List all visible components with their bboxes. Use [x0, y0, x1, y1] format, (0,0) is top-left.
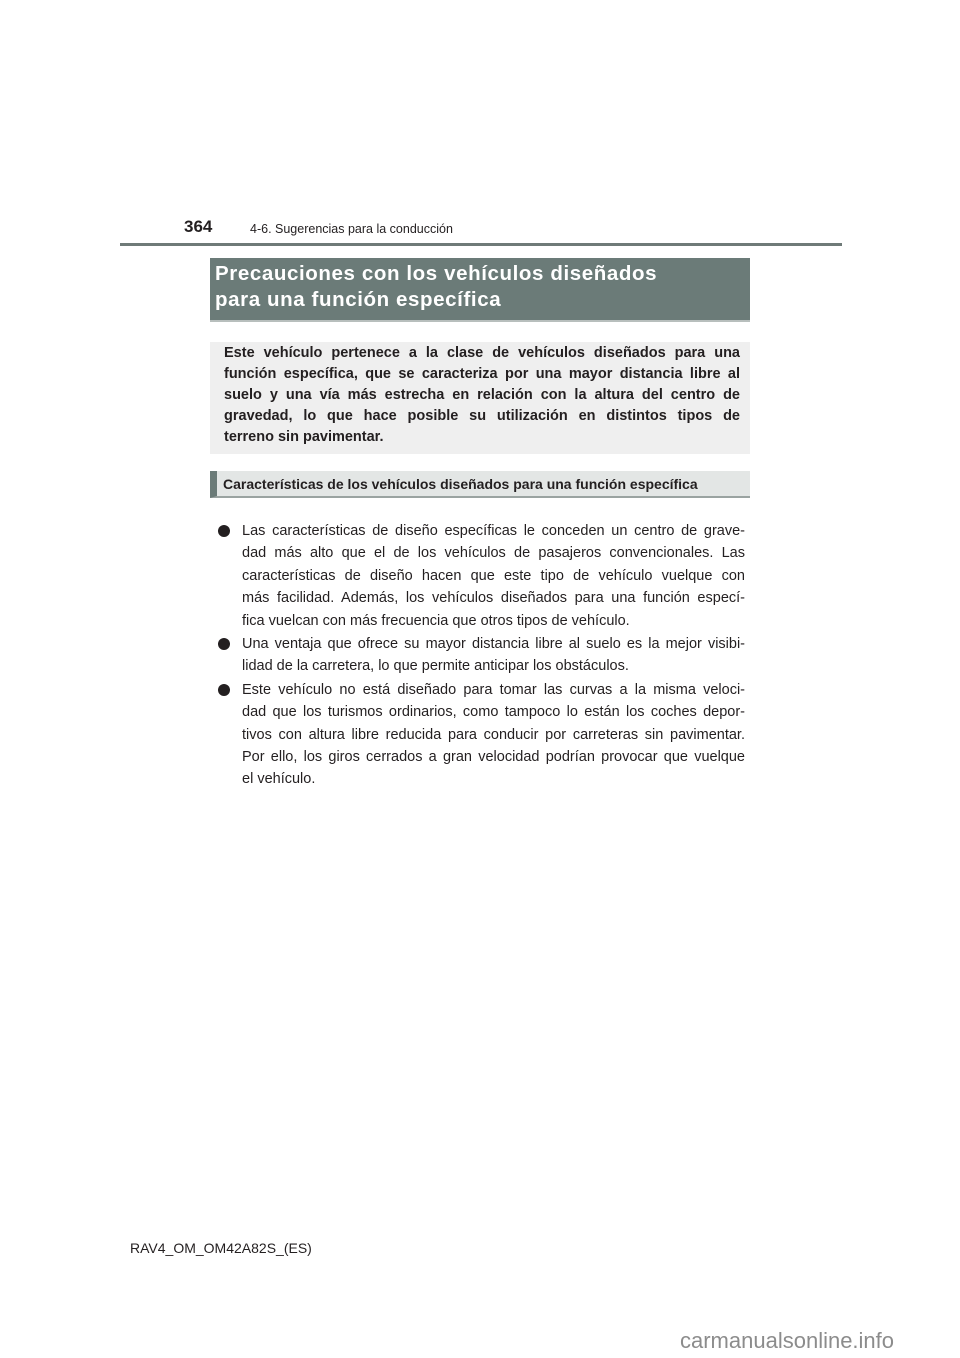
- bullet-icon: [218, 684, 230, 696]
- bullet-item: [218, 520, 745, 632]
- bullet-list: [218, 520, 745, 792]
- document-code: RAV4_OM_OM42A82S_(ES): [130, 1240, 312, 1256]
- bullet-line: Las características de diseño específicas le conceden un centro de grave-: [242, 523, 745, 539]
- bullet-line: el vehículo.: [242, 771, 316, 788]
- page-title: [210, 258, 750, 322]
- intro-line: suelo y una vía más estrecha en relación con la altura del centro de: [224, 387, 740, 403]
- bullet-line: Este vehículo no está diseñado para tomar las curvas a la misma veloci-: [242, 681, 745, 698]
- bullet-line: lidad de la carretera, lo que permite anticipar los obstáculos.: [242, 658, 629, 675]
- subheading: Características de los vehículos diseñados para una función específica: [210, 471, 750, 498]
- bullet-icon: [218, 638, 230, 650]
- title-line: Precauciones con los vehículos diseñados: [215, 262, 658, 285]
- bullet-line: Por ello, los giros cerrados a gran velocidad podrían provocar que vuelque: [242, 749, 745, 766]
- intro-box: [210, 342, 750, 454]
- intro-line: terreno sin pavimentar.: [224, 429, 384, 445]
- intro-line: gravedad, lo que hace posible su utilización en distintos tipos de: [224, 408, 740, 424]
- header-rule: [120, 243, 842, 246]
- title-line: para una función específica: [215, 288, 502, 311]
- bullet-line: tivos con altura libre reducida para conducir por carreteras sin pavimentar.: [242, 726, 745, 743]
- bullet-line: fica vuelcan con más frecuencia que otros tipos de vehículo.: [242, 612, 630, 629]
- bullet-line: Una ventaja que ofrece su mayor distancia libre al suelo es la mejor visibi-: [242, 636, 745, 653]
- page-number: 364: [184, 217, 213, 236]
- bullet-line: dad más alto que el de los vehículos de pasajeros convencionales. Las: [242, 545, 745, 562]
- bullet-item: [218, 633, 745, 678]
- bullet-line: más facilidad. Además, los vehículos diseñados para una función especí-: [242, 590, 745, 607]
- intro-line: Este vehículo pertenece a la clase de vehículos diseñados para una: [224, 345, 740, 361]
- intro-line: función específica, que se caracteriza por una mayor distancia libre al: [224, 366, 740, 382]
- watermark: carmanualsonline.info: [680, 1328, 895, 1353]
- bullet-icon: [218, 525, 230, 537]
- bullet-line: características de diseño hacen que este tipo de vehículo vuelque con: [242, 567, 745, 584]
- bullet-line: dad que los turismos ordinarios, como tampoco lo están los coches depor-: [242, 704, 745, 721]
- bullet-item: [218, 679, 745, 791]
- section-header: 4-6. Sugerencias para la conducción: [250, 222, 453, 236]
